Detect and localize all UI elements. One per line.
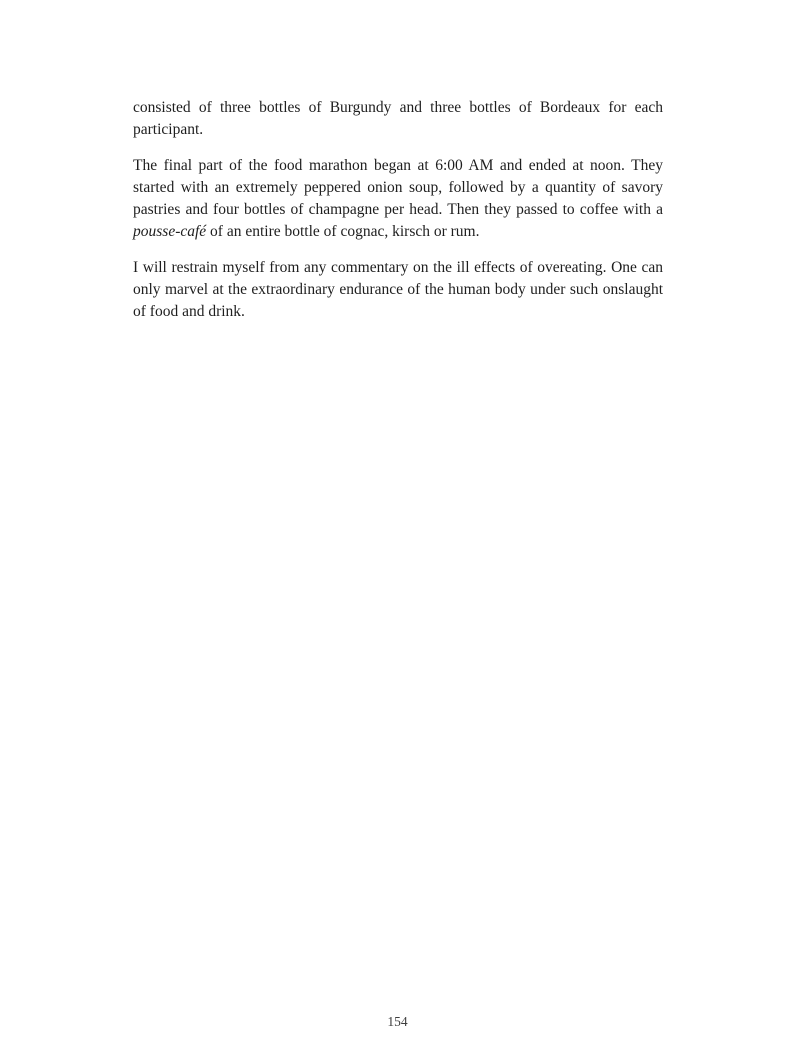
paragraph-1-text: consisted of three bottles of Burgundy and three bottles of Bordeaux for each participant.: [133, 99, 663, 138]
page-number: 154: [387, 1014, 408, 1029]
paragraph-3: [133, 257, 663, 323]
paragraph-2: [133, 155, 663, 243]
italic-phrase-pousse-cafe: pousse-café: [133, 223, 207, 240]
text-block: [133, 97, 663, 323]
paragraph-1: [133, 97, 663, 141]
page-footer: [0, 1012, 795, 1032]
paragraph-3-text: I will restrain myself from any commentary on the ill effects of overeating. One can only marvel at the extraordinary endurance of the human body under such onslaught of food and drink.: [133, 259, 663, 320]
paragraph-2-text-before: The final part of the food marathon began at 6:00 AM and ended at noon. They started with an extremely peppered onion soup, followed by a quantity of savory pastries and four bottles of champagne per head. Then they passed to coffee with a: [133, 157, 663, 218]
paragraph-2-text-after: of an entire bottle of cognac, kirsch or rum.: [206, 223, 480, 240]
